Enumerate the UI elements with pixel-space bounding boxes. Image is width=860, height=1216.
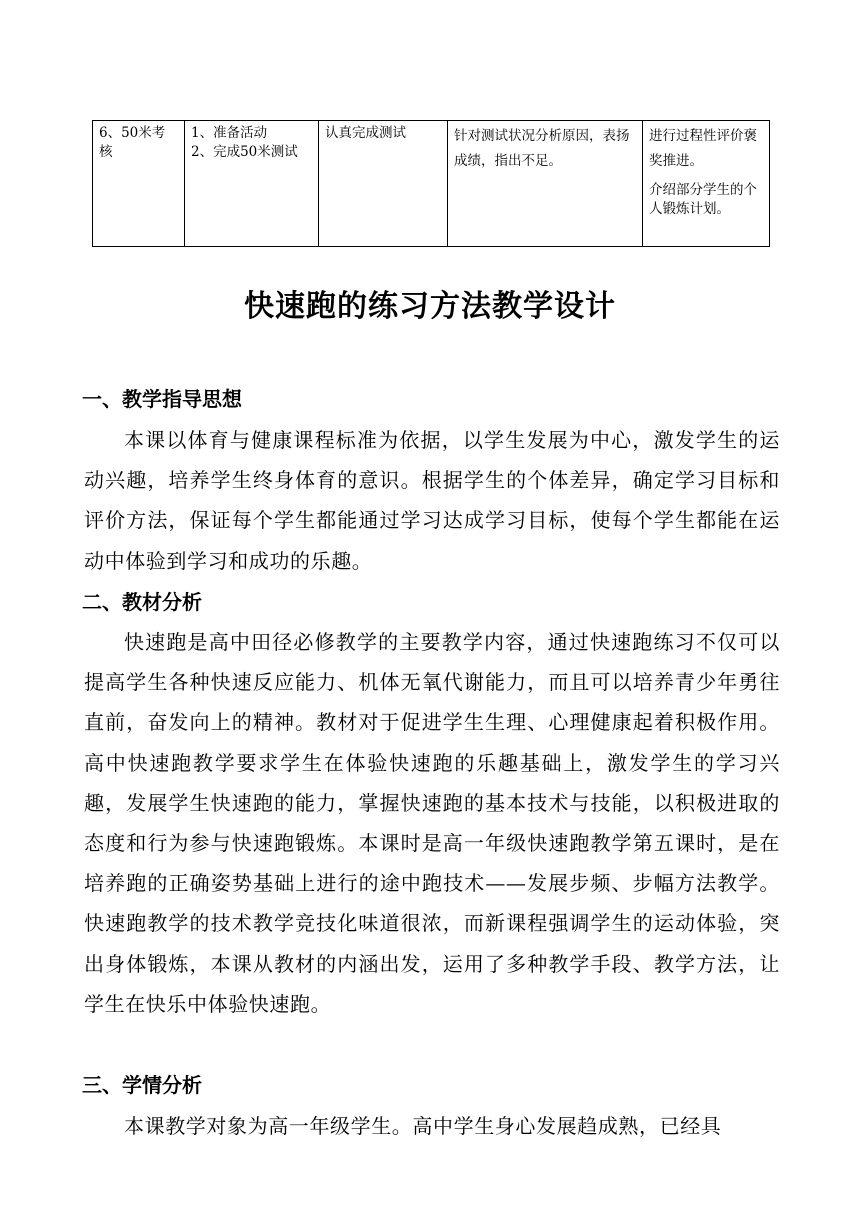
cell-text: 针对测试状况分析原因，表扬成绩，指出不足。: [454, 128, 630, 169]
section-heading: 二、教材分析: [82, 590, 202, 614]
cell-text: 2、完成50米测试: [191, 144, 298, 160]
section-heading: 三、学情分析: [82, 1073, 202, 1097]
section-paragraph: 本课以体育与健康课程标准为依据，以学生发展为中心，激发学生的运动兴趣，培养学生终身体育的意识。根据学生的个体差异，确定学习目标和评价方法，保证每个学生都能通过学习达成学习目标，使每个学生都能在运动中体验到学习和成功的乐趣。: [84, 428, 780, 573]
table-row: [93, 121, 770, 247]
section-paragraph: 本课教学对象为高一年级学生。高中学生身心发展趋成熟，已经具: [124, 1114, 722, 1138]
lesson-plan-table: [92, 120, 770, 247]
cell-text: 6、50米考核: [99, 125, 166, 160]
section-paragraph: 快速跑是高中田径必修教学的主要教学内容，通过快速跑练习不仅可以提高学生各种快速反应能力、机体无氧代谢能力，而且可以培养青少年勇往直前，奋发向上的精神。教材对于促进学生生理、心理健康起着积极作用。高中快速跑教学要求学生在体验快速跑的乐趣基础上，激发学生的学习兴趣，发展学生快速跑的能力，掌握快速跑的基本技术与技能，以积极进取的态度和行为参与快速跑锻炼。本课时是高一年级快速跑教学第五课时，是在培养跑的正确姿势基础上进行的途中跑技术——发展步频、步幅方法教学。快速跑教学的技术教学竞技化味道很浓，而新课程强调学生的运动体验，突出身体锻炼，本课从教材的内涵出发，运用了多种教学手段、教学方法，让学生在快乐中体验快速跑。: [84, 630, 780, 1016]
table-cell-teacher: [448, 121, 643, 247]
table-cell-activity: [185, 121, 319, 247]
table-cell-evaluation: [643, 121, 770, 247]
cell-text: 1、准备活动: [191, 125, 268, 141]
table-cell-item: [93, 121, 185, 247]
table-cell-student: [319, 121, 448, 247]
document-title: 快速跑的练习方法教学设计: [244, 289, 616, 324]
cell-text: 认真完成测试: [325, 125, 406, 141]
cell-text: 进行过程性评价褒奖推进。: [649, 128, 757, 169]
cell-text: 介绍部分学生的个人锻炼计划。: [649, 182, 757, 217]
section-heading: 一、教学指导思想: [82, 387, 242, 411]
